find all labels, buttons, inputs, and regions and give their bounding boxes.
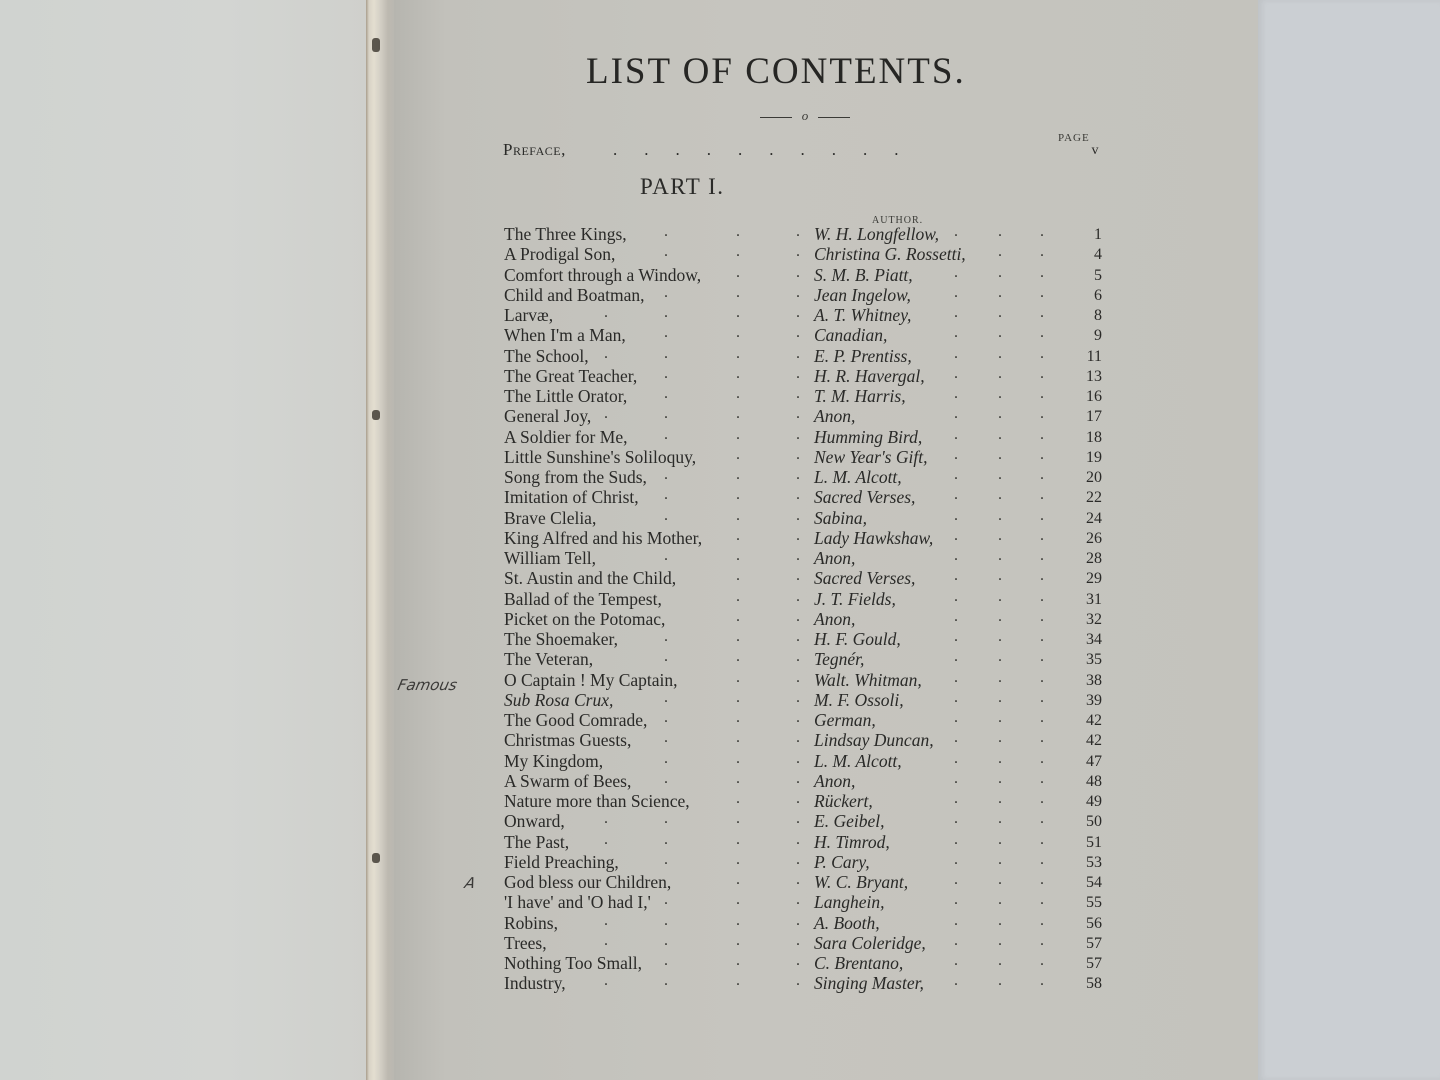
entry-author: M. F. Ossoli, <box>814 689 904 710</box>
toc-entry: A Prodigal Son, . . . Christina G. Rossetti, . . 4 <box>504 243 1102 265</box>
entry-title: Comfort through a Window, <box>504 264 702 285</box>
entry-title: Nothing Too Small, <box>504 953 642 973</box>
entry-page-number: 19 <box>1086 448 1102 466</box>
entry-author: Lindsay Duncan, <box>814 730 934 751</box>
entry-author: Tegnér, <box>814 649 865 670</box>
entry-title: Imitation of Christ, <box>504 487 639 508</box>
entry-author: P. Cary, <box>814 851 870 872</box>
entry-page-number: 48 <box>1086 772 1102 790</box>
entry-title: The School, <box>504 345 589 366</box>
entry-page-number: 34 <box>1086 631 1102 648</box>
entry-author: Anon, <box>814 608 856 629</box>
entry-author: Langhein, <box>814 892 885 913</box>
entry-page-number: 47 <box>1086 752 1102 770</box>
toc-entry: A Swarm of Bees, . . . Anon, . . . 48 <box>504 769 1102 791</box>
entry-title: Sub Rosa Crux, <box>504 689 614 710</box>
entry-page-number: 24 <box>1086 509 1102 527</box>
entry-page-number: 56 <box>1086 914 1102 932</box>
entry-author: H. Timrod, <box>814 831 890 852</box>
toc-entry: The Little Orator, . . . T. M. Harris, . . . 16 <box>504 385 1102 406</box>
entry-author: Jean Ingelow, <box>814 284 911 305</box>
leader-dots: .......... <box>613 140 926 159</box>
toc-entry: When I'm a Man, . . . Canadian, . . . 9 <box>504 324 1102 346</box>
entry-author: Sacred Verses, <box>814 487 916 508</box>
entry-author: E. P. Prentiss, <box>814 345 912 366</box>
entry-title: The Three Kings, <box>504 224 627 244</box>
entry-title: The Great Teacher, <box>504 365 638 386</box>
toc-entry: Industry, . . . . Singing Master, . . . 58 <box>504 972 1102 994</box>
entry-title: St. Austin and the Child, <box>504 568 677 589</box>
entry-page-number: 9 <box>1094 327 1102 345</box>
entry-title: Little Sunshine's Soliloquy, <box>504 446 697 467</box>
entry-page-number: 17 <box>1086 408 1102 426</box>
entry-page-number: 51 <box>1086 833 1102 851</box>
entry-page-number: 35 <box>1086 651 1102 669</box>
entry-title: The Shoemaker, <box>504 629 618 649</box>
entry-title: Picket on the Potomac, <box>504 608 666 629</box>
entry-page-number: 4 <box>1094 246 1102 264</box>
entry-author: Christina G. Rossetti, <box>814 244 966 265</box>
entry-page-number: 58 <box>1086 975 1102 993</box>
entry-title: King Alfred and his Mother, <box>504 527 703 548</box>
toc-entry: Trees, . . . . Sara Coleridge, . . . 57 <box>504 931 1102 953</box>
entry-title: The Little Orator, <box>504 386 628 406</box>
entry-author: H. R. Havergal, <box>814 365 925 386</box>
entry-title: My Kingdom, <box>504 750 604 771</box>
entry-author: Sara Coleridge, <box>814 932 926 953</box>
entry-author: Singing Master, <box>814 973 924 994</box>
entry-page-number: 6 <box>1094 286 1102 304</box>
entry-page-number: 26 <box>1086 529 1102 547</box>
toc-entry: Larvæ, . . . . A. T. Whitney, . . . 8 <box>504 304 1102 325</box>
toc-entry: The Veteran, . . . Tegnér, . . . 35 <box>504 648 1102 670</box>
entry-author: Sabina, <box>814 507 867 528</box>
toc-entry: King Alfred and his Mother, . . Lady Hawkshaw, . . . 26 <box>504 526 1102 548</box>
entry-title: Child and Boatman, <box>504 284 645 305</box>
toc-entry: The School, . . . . E. P. Prentiss, . . . 11 <box>504 344 1102 366</box>
toc-entry: A Soldier for Me, . . . Humming Bird, . . . 18 <box>504 425 1102 447</box>
entry-title: O Captain ! My Captain, <box>504 669 678 690</box>
entry-title: Larvæ, <box>504 305 554 325</box>
entry-title: Robins, <box>504 912 558 933</box>
entry-page-number: 11 <box>1086 347 1102 365</box>
toc-entry: God bless our Children, . . W. C. Bryant, . . . 54 <box>504 871 1102 892</box>
toc-entry: Ballad of the Tempest, . . J. T. Fields, . . . 31 <box>504 587 1102 609</box>
entry-title: Christmas Guests, <box>504 730 632 751</box>
entry-author: A. Booth, <box>814 912 880 933</box>
title-ornament: o <box>760 108 850 124</box>
background-surface <box>1258 0 1440 1080</box>
toc-entry: Imitation of Christ, . . . Sacred Verses, . . . 22 <box>504 486 1102 508</box>
entry-author: J. T. Fields, <box>814 588 896 609</box>
entry-page-number: 29 <box>1086 570 1102 588</box>
left-blank-page <box>0 0 372 1080</box>
entry-author: W. H. Longfellow, <box>814 224 939 244</box>
entry-title: The Past, <box>504 831 570 852</box>
entry-title: General Joy, <box>504 406 592 427</box>
entry-author: H. F. Gould, <box>814 629 901 649</box>
part-heading: PART I. <box>640 174 725 199</box>
entry-title: The Veteran, <box>504 649 594 670</box>
handwritten-note: Famous <box>396 676 459 694</box>
toc-entry: The Three Kings, . . . W. H. Longfellow, . . . 1 <box>504 223 1102 244</box>
toc-entry: Comfort through a Window, . . S. M. B. Piatt, . . . 5 <box>504 263 1102 285</box>
page-column-label: PAGE <box>1058 132 1090 144</box>
entry-author: Rückert, <box>814 791 873 811</box>
binding-thread-mark <box>372 853 380 863</box>
entry-author: Anon, <box>814 548 856 568</box>
entry-title: Ballad of the Tempest, <box>504 588 662 609</box>
entry-page-number: 54 <box>1086 874 1102 891</box>
entry-page-number: 50 <box>1086 813 1102 831</box>
entry-title: Trees, <box>504 932 547 953</box>
entry-page-number: 8 <box>1094 307 1102 324</box>
entry-title: 'I have' and 'O had I,' <box>504 892 651 913</box>
entry-page-number: 31 <box>1086 590 1102 608</box>
entry-author: T. M. Harris, <box>814 386 906 406</box>
author-column-label: AUTHOR. <box>872 215 924 226</box>
toc-entry: The Shoemaker, . . . H. F. Gould, . . . 34 <box>504 628 1102 649</box>
entry-author: Sacred Verses, <box>814 568 916 589</box>
toc-entry: St. Austin and the Child, . . Sacred Verses, . . . 29 <box>504 567 1102 589</box>
toc-entry: Picket on the Potomac, . . Anon, . . . 32 <box>504 607 1102 629</box>
entry-author: E. Geibel, <box>814 811 885 832</box>
toc-entry: Nothing Too Small, . . . C. Brentano, . . . 57 <box>504 952 1102 973</box>
entry-page-number: 1 <box>1094 226 1102 243</box>
entry-author: Canadian, <box>814 325 888 346</box>
entry-page-number: 28 <box>1086 550 1102 567</box>
entry-author: Walt. Whitman, <box>814 669 922 690</box>
page-title: LIST OF CONTENTS. <box>586 51 966 92</box>
entry-page-number: 57 <box>1086 955 1102 972</box>
toc-entry: Nature more than Science, . . Rückert, . . . 49 <box>504 790 1102 811</box>
entry-title: When I'm a Man, <box>504 325 626 346</box>
toc-entry: Song from the Suds, . . . L. M. Alcott, . . . 20 <box>504 466 1102 487</box>
entry-author: A. T. Whitney, <box>814 305 912 325</box>
entry-title: Industry, <box>504 973 566 994</box>
toc-entry: Robins, . . . . A. Booth, . . . 56 <box>504 911 1102 933</box>
entry-title: Onward, <box>504 811 565 832</box>
preface-entry <box>503 140 1099 164</box>
entry-title: William Tell, <box>504 548 597 568</box>
entry-page-number: 42 <box>1086 712 1102 729</box>
preface-page: v <box>1091 143 1099 158</box>
entry-author: Anon, <box>814 770 856 791</box>
entry-title: Field Preaching, <box>504 851 619 872</box>
binding-thread-mark <box>372 410 380 420</box>
toc-entry: The Good Comrade, . . . German, . . . 42 <box>504 709 1102 730</box>
entry-page-number: 32 <box>1086 610 1102 628</box>
entry-author: New Year's Gift, <box>814 446 928 467</box>
book-gutter <box>366 0 396 1080</box>
entry-author: Lady Hawkshaw, <box>814 527 934 548</box>
contents-list <box>504 224 1102 994</box>
toc-entry: 'I have' and 'O had I,' . . . Langhein, . . . 55 <box>504 891 1102 913</box>
entry-page-number: 5 <box>1094 266 1102 284</box>
entry-author: Humming Bird, <box>814 426 923 447</box>
entry-page-number: 13 <box>1086 367 1102 385</box>
entry-title: The Good Comrade, <box>504 710 648 730</box>
toc-entry: Sub Rosa Crux, . . . M. F. Ossoli, . . . 39 <box>504 688 1102 710</box>
toc-entry: General Joy, . . . . Anon, . . . 17 <box>504 405 1102 427</box>
entry-author: W. C. Bryant, <box>814 872 909 892</box>
entry-title: A Swarm of Bees, <box>504 770 632 791</box>
entry-page-number: 18 <box>1086 428 1102 446</box>
toc-entry: The Great Teacher, . . . H. R. Havergal, . . . 13 <box>504 364 1102 386</box>
toc-entry: Child and Boatman, . . . Jean Ingelow, . . . 6 <box>504 283 1102 305</box>
entry-title: Nature more than Science, <box>504 791 690 811</box>
entry-page-number: 53 <box>1086 853 1102 871</box>
entry-page-number: 42 <box>1086 732 1102 750</box>
entry-page-number: 39 <box>1086 691 1102 709</box>
entry-page-number: 16 <box>1086 388 1102 405</box>
entry-title: Song from the Suds, <box>504 467 647 487</box>
entry-author: C. Brentano, <box>814 953 904 973</box>
entry-author: L. M. Alcott, <box>814 467 902 487</box>
entry-title: Brave Clelia, <box>504 507 597 528</box>
toc-entry: O Captain ! My Captain, . . Walt. Whitman, . . . 38 <box>504 668 1102 690</box>
toc-entry: Field Preaching, . . . P. Cary, . . . 53 <box>504 850 1102 872</box>
handwritten-note: A <box>463 874 478 892</box>
toc-entry: Christmas Guests, . . . Lindsay Duncan, . . . 42 <box>504 729 1102 751</box>
entry-author: Anon, <box>814 406 856 427</box>
toc-entry: Little Sunshine's Soliloquy, . . New Year's Gift, . . . 19 <box>504 445 1102 467</box>
entry-page-number: 38 <box>1086 671 1102 689</box>
entry-title: God bless our Children, <box>504 872 672 892</box>
toc-entry: William Tell, . . . Anon, . . . 28 <box>504 547 1102 568</box>
toc-entry: Brave Clelia, . . . Sabina, . . . 24 <box>504 506 1102 528</box>
toc-entry: My Kingdom, . . . L. M. Alcott, . . . 47 <box>504 749 1102 771</box>
entry-author: German, <box>814 710 876 730</box>
binding-thread-mark <box>372 38 380 52</box>
entry-page-number: 20 <box>1086 469 1102 486</box>
entry-page-number: 57 <box>1086 934 1102 952</box>
entry-page-number: 22 <box>1086 489 1102 507</box>
entry-page-number: 49 <box>1086 793 1102 810</box>
entry-author: L. M. Alcott, <box>814 750 902 771</box>
entry-author: S. M. B. Piatt, <box>814 264 913 285</box>
entry-title: A Prodigal Son, <box>504 244 616 265</box>
toc-entry: Onward, . . . . E. Geibel, . . . 50 <box>504 810 1102 832</box>
preface-label: Preface, <box>503 140 566 159</box>
entry-title: A Soldier for Me, <box>504 426 628 447</box>
entry-page-number: 55 <box>1086 894 1102 912</box>
toc-entry: The Past, . . . . H. Timrod, . . . 51 <box>504 830 1102 852</box>
